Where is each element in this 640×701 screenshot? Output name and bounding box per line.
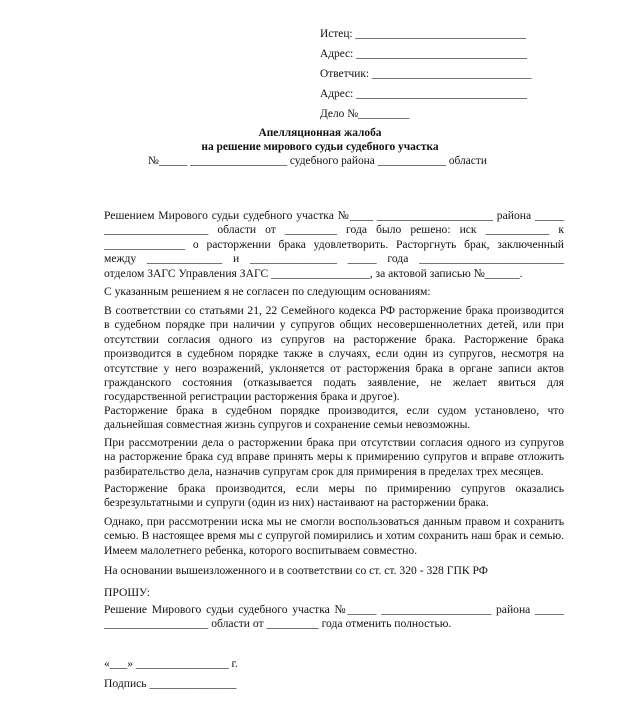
p1-line-1: В соответствии со статьями 21, 22 Семейного кодекса РФ расторжение брака производится bbox=[104, 304, 564, 317]
p2-line-1: Расторжение брака в судебном порядке производится, если судом установлено, что bbox=[104, 404, 564, 417]
intro-line-4: между _____________ и _______________ _____ года _________________________ bbox=[104, 252, 564, 266]
p5-line-3: Имеем малолетнего ребенка, которого воспитываем совместно. bbox=[104, 543, 418, 557]
paragraph-unsuccessful bbox=[104, 482, 564, 511]
intro-line-5: отделом ЗАГС Управления ЗАГС _________________, за актовой записью №______. bbox=[104, 266, 523, 280]
court-district-line: №_____ _________________ судебного района ____________ области bbox=[148, 155, 487, 167]
p1-line-2: в судебном порядке при наличии у супругов общих несовершеннолетних детей, или при bbox=[104, 318, 564, 332]
p4-line-2: безрезультатными и супруги (один из них) настаивают на расторжении брака. bbox=[104, 496, 489, 510]
intro-line-2: __________________ области от _________ года было решено: иск ___________ к bbox=[104, 223, 564, 237]
plaintiff-field: Истец: ______________________________ bbox=[320, 28, 527, 40]
p5-line-2: семью. В настоящее время мы с супругой помирились и хотим сохранить наш брак и семью. bbox=[104, 529, 564, 543]
p3-line-2: на расторжение брака суд вправе принять меры к примирению супругов и вправе отложить bbox=[104, 450, 564, 464]
intro-line-3: ______________ о расторжении брака удовлетворить. Расторгнуть брак, заключенный bbox=[104, 237, 564, 251]
case-number-field: Дело №_________ bbox=[320, 108, 410, 120]
plaintiff-address-field: Адрес: ______________________________ bbox=[320, 48, 527, 60]
p4-line-1: Расторжение брака производится, если меры по примирению супругов оказались bbox=[104, 482, 564, 495]
document-title: Апелляционная жалоба bbox=[258, 127, 382, 139]
decision-line-1: Решение Мирового судьи судебного участка №_____ ___________________ района _____ bbox=[104, 603, 564, 616]
disagree-statement: С указанным решением я не согласен по следующим основаниям: bbox=[104, 285, 431, 298]
legal-basis-statement: На основании вышеизложенного и в соответствии со ст. ст. 320 - 328 ГПК РФ bbox=[104, 564, 488, 577]
paragraph-family-code bbox=[104, 304, 564, 405]
paragraph-preserve-family bbox=[104, 515, 564, 558]
decision-line-2: __________________ области от _________ года отменить полностью. bbox=[104, 617, 452, 631]
paragraph-court-procedure bbox=[104, 404, 564, 433]
intro-paragraph bbox=[104, 209, 564, 281]
p1-line-7: государственной регистрации расторжения брака и другое). bbox=[104, 390, 400, 404]
paragraph-reconciliation bbox=[104, 436, 564, 479]
document-subtitle: на решение мирового судьи судебного участка bbox=[201, 141, 439, 153]
p1-line-4: производится в судебном порядке также в случаях, если один из супругов, несмотря на bbox=[104, 347, 564, 361]
p1-line-6: гражданского состояния (отказывается подать заявление, не желает явиться для bbox=[104, 376, 564, 390]
request-heading: ПРОШУ: bbox=[104, 586, 151, 599]
defendant-field: Ответчик: ____________________________ bbox=[320, 68, 532, 80]
defendant-address-field: Адрес: ______________________________ bbox=[320, 88, 527, 100]
p5-line-1: Однако, при рассмотрении иска мы не смогли воспользоваться данным правом и сохранить bbox=[104, 515, 564, 528]
p3-line-3: разбирательство дела, назначив супругам срок для примирения в пределах трех месяцев. bbox=[104, 464, 544, 478]
signature-field: Подпись _______________ bbox=[104, 677, 237, 690]
p1-line-3: отсутствии согласия одного из супругов на расторжение брака. Расторжение брака bbox=[104, 332, 564, 346]
p2-line-2: дальнейшая совместная жизнь супругов и сохранение семьи невозможны. bbox=[104, 418, 471, 432]
p1-line-5: отсутствие у него возражений, уклоняется от расторжения брака в органе записи актов bbox=[104, 361, 564, 375]
date-field: «___» ________________ г. bbox=[104, 657, 238, 670]
decision-paragraph bbox=[104, 603, 564, 632]
p3-line-1: При рассмотрении дела о расторжении брака при отсутствии согласия одного из супругов bbox=[104, 436, 564, 449]
intro-line-1: Решением Мирового судьи судебного участка №____ ____________________ района _____ bbox=[104, 209, 564, 222]
